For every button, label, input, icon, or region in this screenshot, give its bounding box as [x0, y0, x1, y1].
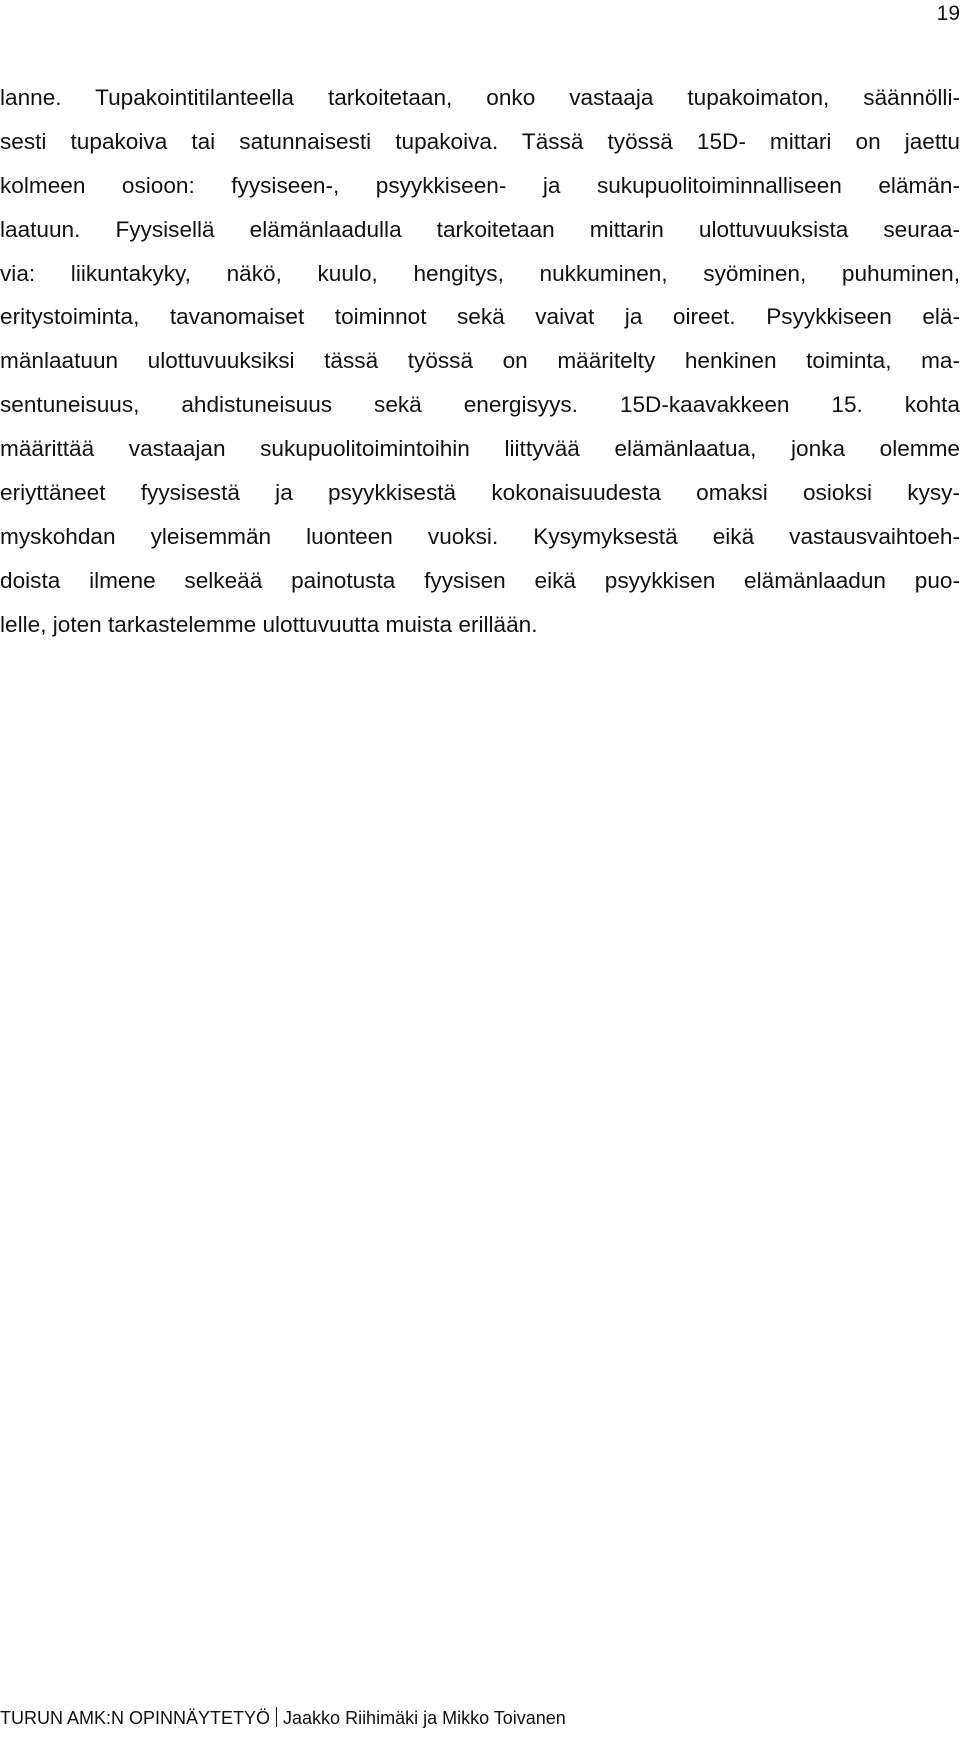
footer-authors: Jaakko Riihimäki ja Mikko Toivanen: [283, 1708, 566, 1728]
paragraph-line: myskohdan yleisemmän luonteen vuoksi. Kysymyksestä eikä vastausvaihtoeh-: [0, 523, 960, 549]
paragraph-line: via: liikuntakyky, näkö, kuulo, hengitys, nukkuminen, syöminen, puhuminen,: [0, 260, 960, 286]
page-footer: [0, 1706, 566, 1730]
page-number: 19: [936, 2, 960, 25]
paragraph-line: eriyttäneet fyysisestä ja psyykkisestä kokonaisuudesta omaksi osioksi kysy-: [0, 480, 960, 506]
paragraph-line: doista ilmene selkeää painotusta fyysisen eikä psyykkisen elämänlaadun puo-: [0, 567, 960, 593]
paragraph-line: eritystoiminta, tavanomaiset toiminnot sekä vaivat ja oireet. Psyykkiseen elä-: [0, 304, 960, 330]
paragraph-line: sentuneisuus, ahdistuneisuus sekä energisyys. 15D-kaavakkeen 15. kohta: [0, 392, 960, 418]
paragraph-line: laatuun. Fyysisellä elämänlaadulla tarkoitetaan mittarin ulottuvuuksista seuraa-: [0, 216, 960, 242]
paragraph-line: määrittää vastaajan sukupuolitoimintoihin liittyvää elämänlaatua, jonka olemme: [0, 436, 960, 462]
footer-institution: TURUN AMK:N OPINNÄYTETYÖ: [0, 1708, 271, 1728]
paragraph-line: sesti tupakoiva tai satunnaisesti tupakoiva. Tässä työssä 15D- mittari on jaettu: [0, 128, 960, 154]
paragraph-line: mänlaatuun ulottuvuuksiksi tässä työssä on määritelty henkinen toiminta, ma-: [0, 348, 960, 374]
footer-separator: [276, 1707, 277, 1727]
paragraph-line: kolmeen osioon: fyysiseen-, psyykkiseen- ja sukupuolitoiminnalliseen elämän-: [0, 172, 960, 198]
body-paragraph: [0, 76, 960, 647]
paragraph-line: lanne. Tupakointitilanteella tarkoitetaan, onko vastaaja tupakoimaton, säännölli-: [0, 85, 960, 110]
paragraph-line: lelle, joten tarkastelemme ulottuvuutta muista erillään.: [0, 611, 538, 637]
